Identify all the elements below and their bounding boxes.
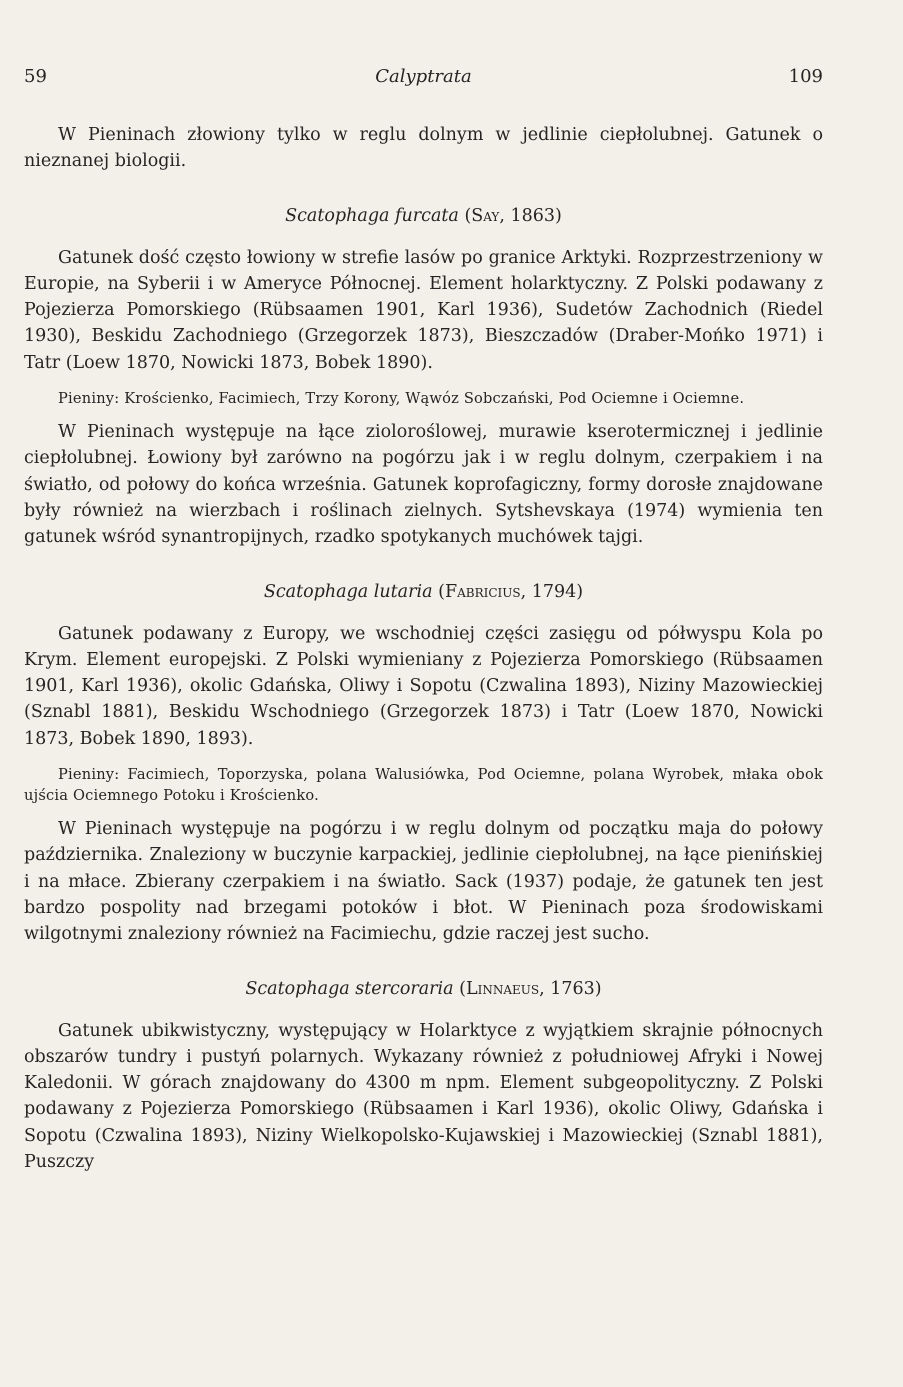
ecology-paragraph: W Pieninach występuje na pogórzu i w reglu dolnym od początku maja do połowy października. Znaleziony w buczynie karpackiej, jedlinie ciepłolubnej, na łące pienińskiej i na młace. Zbierany czerpakiem i na światło. Sack (1937) podaje, że gatunek ten jest bardzo pospolity nad brzegami potoków i błot. W Pieninach poza środowiskami wilgotnymi znaleziony również na Facimiechu, gdzie raczej jest sucho. bbox=[24, 819, 823, 945]
species-heading-lutaria bbox=[24, 579, 823, 605]
author-open: ( bbox=[459, 978, 466, 999]
page-number: 109 bbox=[788, 66, 823, 87]
author-name: Fabricius bbox=[444, 581, 521, 602]
localities-note: Pieniny: Facimiech, Toporzyska, polana Walusiówka, Pod Ociemne, polana Wyrobek, młaka obok ujścia Ociemnego Potoku i Krościenko. bbox=[24, 766, 823, 805]
author-open: ( bbox=[438, 581, 445, 602]
species-name: Scatophaga stercoraria bbox=[245, 978, 454, 999]
localities-note: Pieniny: Krościenko, Facimiech, Trzy Korony, Wąwóz Sobczański, Pod Ociemne i Ociemne. bbox=[58, 390, 745, 408]
species-name: Scatophaga furcata bbox=[285, 205, 459, 226]
author-name: Say bbox=[471, 205, 500, 226]
author-year: , 1763) bbox=[539, 978, 602, 999]
distribution-paragraph: Gatunek dość często łowiony w strefie lasów po granice Arktyki. Rozprzestrzeniony w Europie, na Syberii i w Ameryce Północnej. Element holarktyczny. Z Polski podawany z Pojezierza Pomorskiego (Rübsaamen 1901, Karl 1936), Sudetów Zachodnich (Riedel 1930), Beskidu Zachodniego (Grzegorzek 1873), Bieszczadów (Draber-Mońko 1971) i Tatr (Loew 1870, Nowicki 1873, Bobek 1890). bbox=[24, 247, 823, 373]
ecology-paragraph: W Pieninach występuje na łące zioloroślowej, murawie kserotermicznej i jedlinie ciepłolubnej. Łowiony był zarówno na pogórzu jak i w reglu dolnym, czerpakiem i na światło, od połowy do końca września. Gatunek koprofagiczny, formy dorosłe znajdowane były również na wierzbach i roślinach zielnych. Sytshevskaya (1974) wymienia ten gatunek wśród synantropijnych, rzadko spotykanych muchówek tajgi. bbox=[24, 422, 823, 548]
page-body bbox=[24, 122, 823, 1175]
header-left-number: 59 bbox=[24, 66, 47, 87]
header-title: Calyptrata bbox=[375, 66, 472, 87]
author-year: , 1863) bbox=[499, 205, 562, 226]
distribution-paragraph: Gatunek ubikwistyczny, występujący w Holarktyce z wyjątkiem skrajnie północnych obszarów tundry i pustyń polarnych. Wykazany również z południowej Afryki i Nowej Kaledonii. W górach znajdowany do 4300 m npm. Element subgeopolityczny. Z Polski podawany z Pojezierza Pomorskiego (Rübsaamen i Karl 1936), okolic Oliwy, Gdańska i Sopotu (Czwalina 1893), Niziny Wielkopolsko-Kujawskiej i Mazowieckiej (Sznabl 1881), Puszczy bbox=[24, 1020, 823, 1173]
author-open: ( bbox=[464, 205, 472, 226]
species-name: Scatophaga lutaria bbox=[263, 581, 433, 602]
species-heading-furcata bbox=[24, 203, 823, 229]
species-heading-stercoraria bbox=[24, 976, 823, 1002]
author-name: Linnaeus bbox=[465, 978, 540, 999]
intro-paragraph: W Pieninach złowiony tylko w reglu dolnym w jedlinie ciepłolubnej. Gatunek o nieznanej biologii. bbox=[24, 125, 823, 172]
running-header bbox=[24, 66, 823, 90]
distribution-paragraph: Gatunek podawany z Europy, we wschodniej części zasięgu od półwyspu Kola po Krym. Element europejski. Z Polski wymieniany z Pojezierza Pomorskiego (Rübsaamen 1901, Karl 1936), okolic Gdańska, Oliwy i Sopotu (Czwalina 1893), Niziny Mazowieckiej (Sznabl 1881), Beskidu Wschodniego (Grzegorzek 1873) i Tatr (Loew 1870, Nowicki 1873, Bobek 1890, 1893). bbox=[24, 623, 823, 749]
author-year: , 1794) bbox=[520, 581, 584, 602]
